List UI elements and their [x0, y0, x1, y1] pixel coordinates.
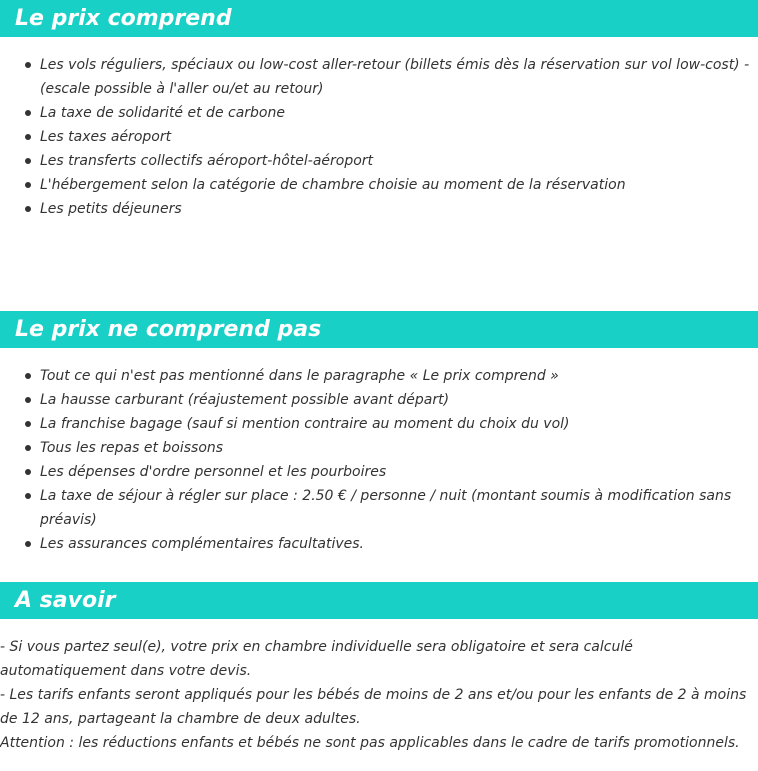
- list-item: Tout ce qui n'est pas mentionné dans le paragraphe « Le prix comprend »: [40, 364, 758, 388]
- list-item: Les vols réguliers, spéciaux ou low-cost aller-retour (billets émis dès la réservation sur vol low-cost) - (escale possible à l'aller ou/et au retour): [40, 53, 758, 101]
- list-item: La taxe de séjour à régler sur place : 2.50 € / personne / nuit (montant soumis à modification sans préavis): [40, 484, 758, 532]
- list-item: La taxe de solidarité et de carbone: [40, 101, 758, 125]
- list-item: La hausse carburant (réajustement possible avant départ): [40, 388, 758, 412]
- note-line: - Les tarifs enfants seront appliqués pour les bébés de moins de 2 ans et/ou pour les enfants de 2 à moins de 12 ans, partageant la chambre de deux adultes.: [0, 687, 747, 727]
- section-title-to-know: A savoir: [0, 582, 758, 619]
- list-item: Les transferts collectifs aéroport-hôtel-aéroport: [40, 149, 758, 173]
- list-item: La franchise bagage (sauf si mention contraire au moment du choix du vol): [40, 412, 758, 436]
- list-item: L'hébergement selon la catégorie de chambre choisie au moment de la réservation: [40, 173, 758, 197]
- section-title-not-included: Le prix ne comprend pas: [0, 311, 758, 348]
- list-item: Les assurances complémentaires facultatives.: [40, 532, 758, 556]
- section-title-included: Le prix comprend: [0, 0, 758, 37]
- not-included-list: [0, 364, 758, 556]
- to-know-notes: [0, 635, 758, 755]
- list-item: Les dépenses d'ordre personnel et les pourboires: [40, 460, 758, 484]
- included-list: [0, 53, 758, 221]
- list-item: Les taxes aéroport: [40, 125, 758, 149]
- note-line: Attention : les réductions enfants et bébés ne sont pas applicables dans le cadre de tarifs promotionnels.: [0, 735, 740, 751]
- list-item: Tous les repas et boissons: [40, 436, 758, 460]
- note-line: - Si vous partez seul(e), votre prix en chambre individuelle sera obligatoire et sera calculé automatiquement dans votre devis.: [0, 639, 633, 679]
- list-item: Les petits déjeuners: [40, 197, 758, 221]
